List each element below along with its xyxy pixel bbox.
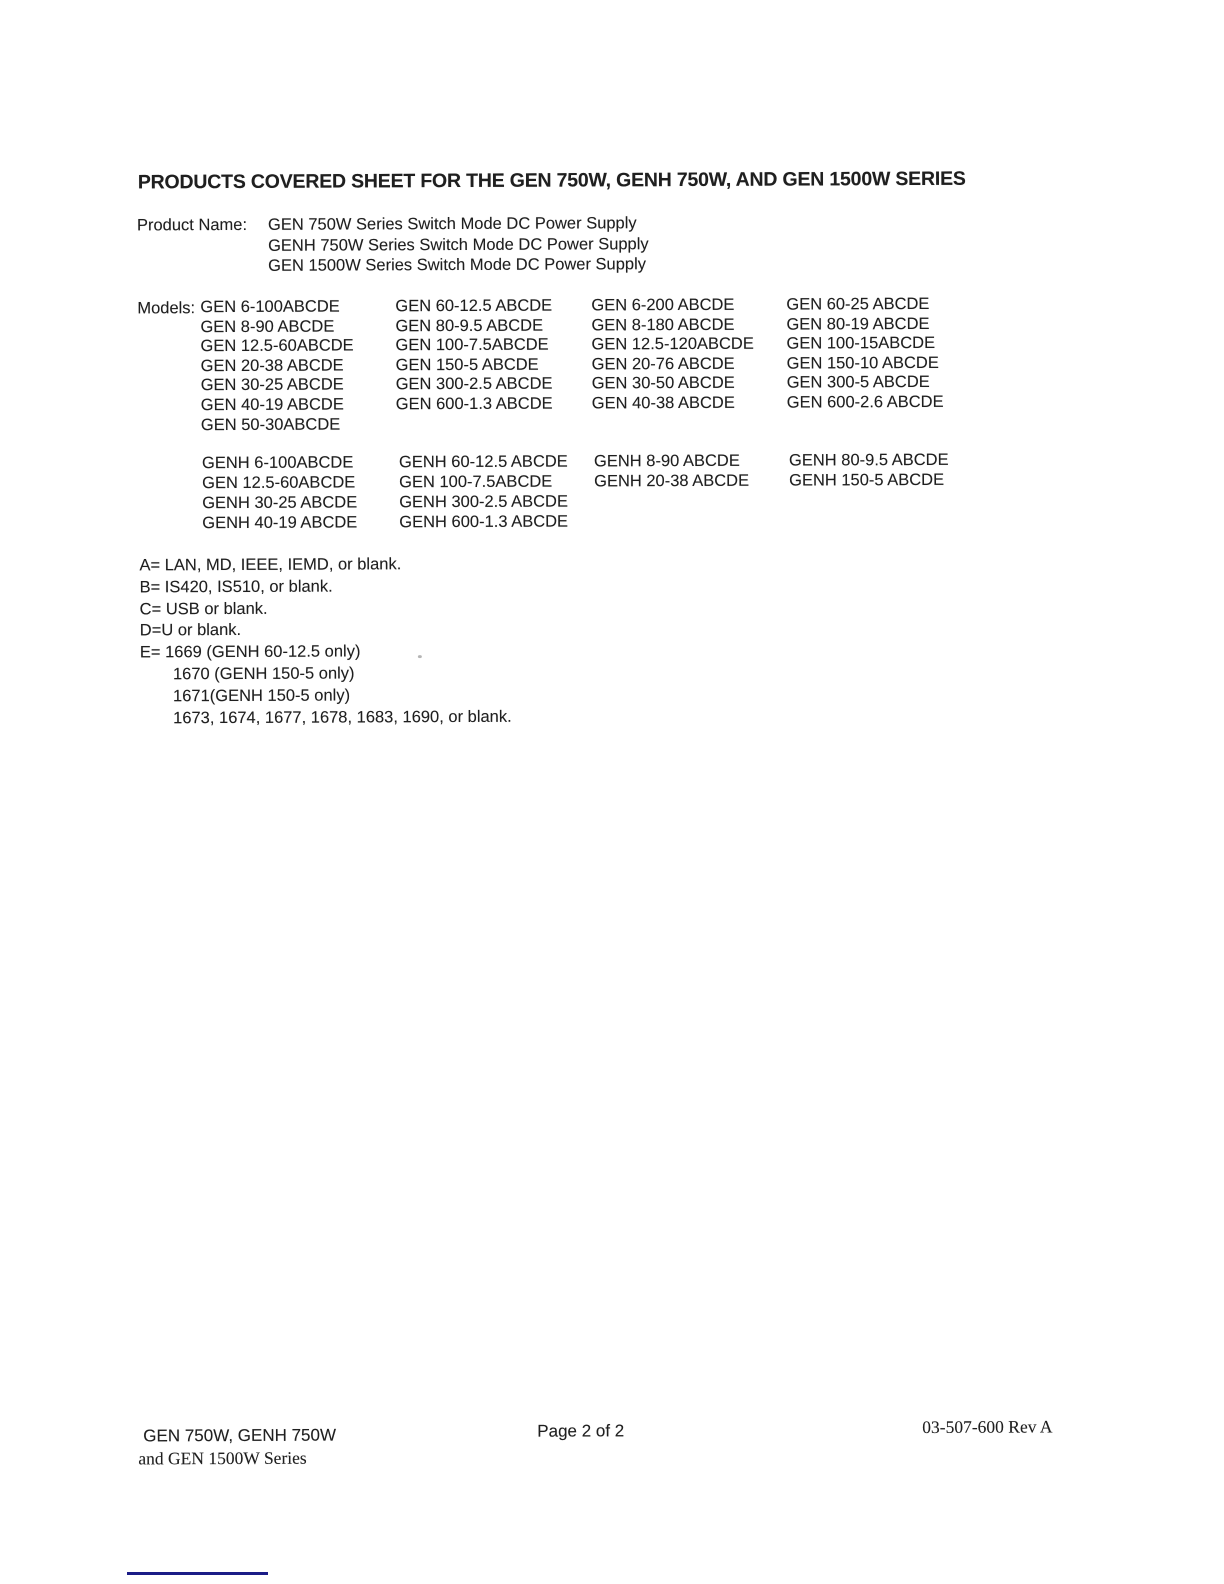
model-number: GEN 100-15ABCDE: [786, 334, 936, 353]
genh-models-column-2: [399, 452, 568, 533]
model-number: GEN 150-10 ABCDE: [786, 353, 939, 373]
model-number: GEN 20-76 ABCDE: [591, 354, 735, 374]
gen-models-column-3: [591, 296, 754, 414]
product-name-item: GENH 750W Series Switch Mode DC Power Supply: [268, 234, 649, 255]
legend-line-e-continued: 1671(GENH 150-5 only): [172, 686, 351, 706]
model-number: GEN 30-50 ABCDE: [591, 374, 735, 393]
genh-models-column-3: [594, 451, 749, 492]
model-number: GENH 60-12.5 ABCDE: [398, 452, 568, 472]
model-number: GEN 80-19 ABCDE: [786, 314, 930, 334]
genh-models-column-1: [202, 452, 357, 533]
footer-doc-number: 03-507-600 Rev A: [922, 1416, 1053, 1437]
legend-line-d: D=U or blank.: [139, 621, 242, 640]
model-number: GEN 8-90 ABCDE: [200, 317, 335, 336]
model-number: GEN 6-200 ABCDE: [591, 295, 735, 315]
model-number: GENH 6-100ABCDE: [201, 453, 354, 473]
model-number: GENH 600-1.3 ABCDE: [399, 512, 569, 532]
genh-models-column-4: [789, 450, 949, 491]
legend-line-b: B= IS420, IS510, or blank.: [139, 577, 333, 597]
legend-line-e-continued: 1673, 1674, 1677, 1678, 1683, 1690, or blank.: [173, 707, 512, 727]
model-number: GEN 150-5 ABCDE: [395, 355, 539, 375]
model-number: GEN 12.5-60ABCDE: [202, 473, 356, 493]
model-number: GEN 30-25 ABCDE: [200, 375, 344, 395]
product-name-list: [268, 213, 649, 277]
model-number: GEN 80-9.5 ABCDE: [395, 316, 544, 335]
model-number: GEN 300-2.5 ABCDE: [395, 374, 553, 394]
models-label: Models:: [137, 299, 196, 318]
product-name-label: Product Name:: [136, 215, 248, 235]
model-number: GEN 6-100ABCDE: [200, 297, 340, 317]
model-number: GEN 12.5-120ABCDE: [591, 334, 754, 354]
model-number: GEN 60-25 ABCDE: [786, 294, 930, 314]
page-title: PRODUCTS COVERED SHEET FOR THE GEN 750W, GENH 750W, AND GEN 1500W SERIES: [137, 167, 966, 194]
gen-models-column-1: [200, 297, 354, 435]
legend-line-a: A= LAN, MD, IEEE, IEMD, or blank.: [139, 555, 402, 575]
model-number: GENH 150-5 ABCDE: [789, 470, 945, 490]
legend-line-e-continued: 1670 (GENH 150-5 only): [172, 664, 355, 684]
model-number: GEN 40-19 ABCDE: [200, 395, 344, 415]
footer-page-number: Page 2 of 2: [537, 1421, 625, 1441]
legend-line-c: C= USB or blank.: [139, 599, 268, 618]
model-number: GEN 600-1.3 ABCDE: [395, 394, 553, 414]
model-number: GEN 60-12.5 ABCDE: [395, 296, 553, 316]
model-number: GEN 100-7.5ABCDE: [399, 472, 553, 492]
legend-line-e: E= 1669 (GENH 60-12.5 only): [139, 642, 361, 662]
gen-models-column-2: [395, 297, 552, 415]
footer-doc-series-line2: and GEN 1500W Series: [138, 1447, 307, 1469]
model-number: GENH 40-19 ABCDE: [202, 513, 358, 533]
model-number: GEN 600-2.6 ABCDE: [786, 392, 944, 412]
model-number: GENH 8-90 ABCDE: [593, 451, 740, 471]
model-number: GEN 300-5 ABCDE: [786, 373, 930, 392]
model-number: GEN 8-180 ABCDE: [591, 315, 735, 335]
product-name-item: GEN 1500W Series Switch Mode DC Power Supply: [268, 255, 647, 276]
model-number: GEN 50-30ABCDE: [200, 415, 341, 434]
model-number: GEN 40-38 ABCDE: [591, 393, 735, 413]
footer-accent-line: [127, 1572, 268, 1575]
model-number: GEN 20-38 ABCDE: [200, 356, 344, 375]
footer-doc-series-line1: GEN 750W, GENH 750W: [143, 1425, 337, 1446]
model-number: GEN 100-7.5ABCDE: [395, 335, 549, 355]
scan-speckle: [418, 655, 422, 658]
model-number: GEN 12.5-60ABCDE: [200, 336, 354, 356]
model-number: GENH 20-38 ABCDE: [594, 471, 750, 491]
gen-models-column-4: [786, 295, 943, 413]
model-number: GENH 30-25 ABCDE: [202, 493, 358, 513]
model-code-legend: [139, 554, 511, 730]
product-name-item: GEN 750W Series Switch Mode DC Power Supply: [267, 214, 637, 234]
model-number: GENH 300-2.5 ABCDE: [399, 492, 568, 512]
model-number: GENH 80-9.5 ABCDE: [788, 450, 949, 470]
